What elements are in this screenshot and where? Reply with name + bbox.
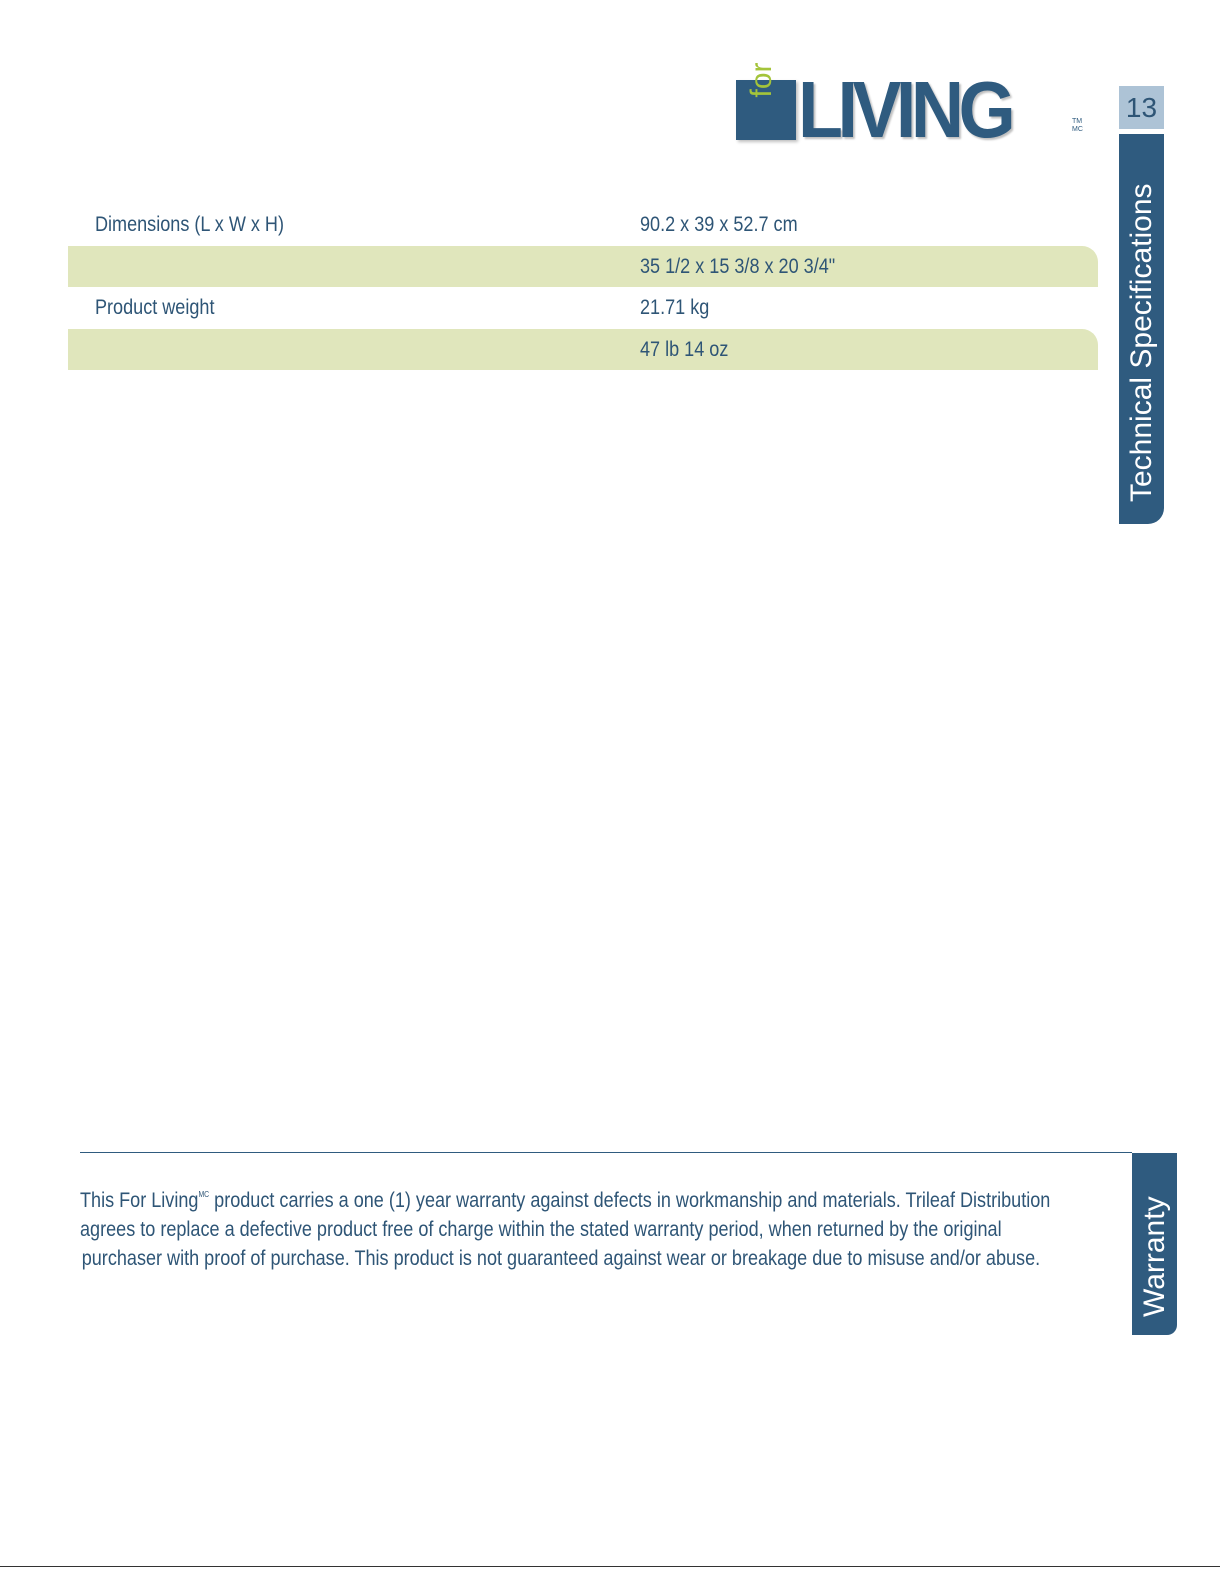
tab-technical-specifications bbox=[1119, 134, 1164, 524]
spec-row-weight-metric bbox=[68, 287, 1098, 329]
warranty-line-1-end: product carries a one (1) year warranty against defects in workmanship and materials. Trileaf Distribution bbox=[209, 1189, 1051, 1212]
spec-label: Product weight bbox=[95, 296, 215, 319]
tab-warranty-label: Warranty bbox=[1138, 1196, 1171, 1317]
logo-for-box bbox=[736, 62, 796, 140]
page-bottom-rule bbox=[0, 1566, 1220, 1567]
page-number: 13 bbox=[1119, 86, 1164, 129]
spec-value: 21.71 kg bbox=[640, 296, 710, 319]
spec-label: Dimensions (L x W x H) bbox=[95, 213, 284, 236]
tab-warranty bbox=[1132, 1153, 1177, 1335]
warranty-divider bbox=[80, 1152, 1132, 1153]
logo-trademark: TM MC bbox=[1072, 118, 1083, 133]
warranty-line-1 bbox=[80, 1180, 1051, 1215]
warranty-line-2: agrees to replace a defective product free of charge within the stated warranty period, when returned by the original bbox=[80, 1218, 1002, 1241]
spec-row-dimensions-imperial bbox=[68, 246, 1098, 288]
spec-row-weight-imperial bbox=[68, 329, 1098, 371]
spec-value: 90.2 x 39 x 52.7 cm bbox=[640, 213, 798, 236]
mc-mark: MC bbox=[198, 1190, 210, 1199]
spec-table bbox=[68, 204, 1098, 370]
spec-value: 47 lb 14 oz bbox=[640, 337, 729, 361]
warranty-paragraph bbox=[80, 1180, 1120, 1273]
logo-living-text: LIVING bbox=[798, 65, 1011, 154]
spec-value: 35 1/2 x 15 3/8 x 20 3/4" bbox=[640, 254, 836, 278]
spec-row-dimensions-metric bbox=[68, 204, 1098, 246]
for-living-logo bbox=[736, 62, 1086, 154]
warranty-line-1-start: This For Living bbox=[80, 1189, 199, 1212]
logo-for-text: for bbox=[745, 62, 778, 98]
tab-technical-specifications-label: Technical Specifications bbox=[1125, 183, 1158, 502]
warranty-line-3: purchaser with proof of purchase. This product is not guaranteed against wear or breakage due to misuse and/or abuse. bbox=[81, 1247, 1041, 1270]
